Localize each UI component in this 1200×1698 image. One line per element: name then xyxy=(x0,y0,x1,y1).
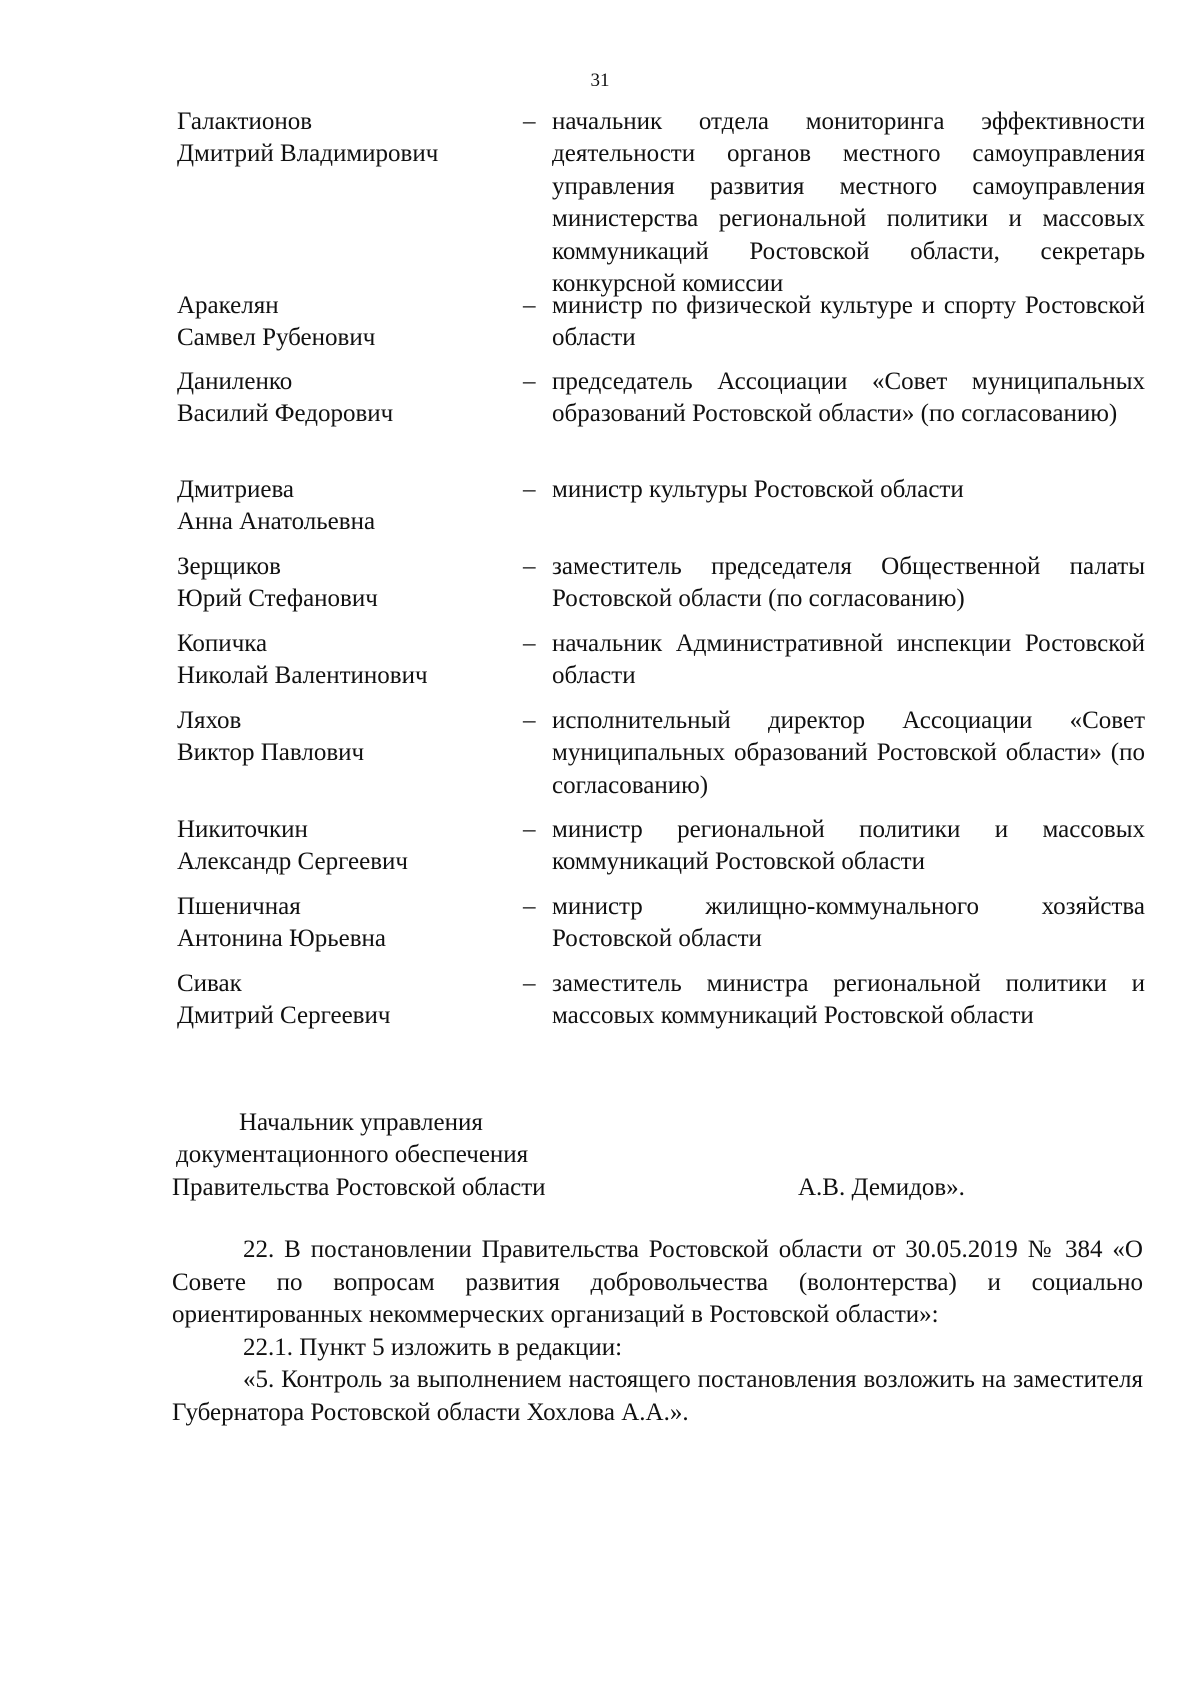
member-role: министр жилищно-коммунального хозяйства Ростовской области xyxy=(552,893,1145,953)
member-given-name: Александр Сергеевич xyxy=(177,848,408,876)
member-entry xyxy=(177,474,1145,551)
member-entry xyxy=(177,705,1145,814)
member-given-name: Антонина Юрьевна xyxy=(177,925,386,953)
signatory-position-line: Правительства Ростовской области xyxy=(172,1173,546,1201)
page-number: 31 xyxy=(590,70,610,91)
signature-block xyxy=(172,1107,1072,1204)
paragraph: 22.1. Пункт 5 изложить в редакции: xyxy=(243,1333,623,1361)
member-dash: – xyxy=(523,476,536,503)
member-surname: Галактионов xyxy=(177,108,313,135)
member-entry xyxy=(177,968,1145,1045)
member-dash: – xyxy=(523,707,536,734)
member-dash: – xyxy=(523,630,536,657)
member-surname: Дмитриева xyxy=(177,476,295,503)
member-role: министр по физической культуре и спорту Ростовской области xyxy=(552,292,1145,352)
member-entry xyxy=(177,366,1145,474)
member-given-name: Самвел Рубенович xyxy=(177,324,376,352)
member-role: заместитель председателя Общественной палаты Ростовской области (по согласованию) xyxy=(552,553,1145,613)
member-surname: Зерщиков xyxy=(177,553,281,580)
signatory-name: А.В. Демидов». xyxy=(798,1173,965,1201)
member-role: начальник Административной инспекции Ростовской области xyxy=(552,630,1145,690)
member-given-name: Дмитрий Сергеевич xyxy=(177,1002,391,1030)
member-entry xyxy=(177,106,1145,298)
member-entry xyxy=(177,290,1145,366)
member-given-name: Василий Федорович xyxy=(177,400,394,428)
member-surname: Аракелян xyxy=(177,292,279,319)
member-surname: Копичка xyxy=(177,630,268,657)
member-dash: – xyxy=(523,553,536,580)
paragraph: 22. В постановлении Правительства Ростовской области от 30.05.2019 № 384 «О Совете по вопросам развития добровольчества (волонтерства) и социально ориентированных некоммерческих организаций в Ростовской области»: xyxy=(172,1236,1143,1328)
member-given-name: Дмитрий Владимирович xyxy=(177,140,439,168)
signature-row xyxy=(172,1172,1072,1204)
member-dash: – xyxy=(523,368,536,395)
member-name xyxy=(177,891,517,956)
member-role: начальник отдела мониторинга эффективности деятельности органов местного самоуправления управления развития местного самоуправления министерства региональной политики и массовых коммуникаций Ростовской области, секретарь конкурсной комиссии xyxy=(552,108,1145,298)
member-dash: – xyxy=(523,970,536,997)
member-role: исполнительный директор Ассоциации «Совет муниципальных образований Ростовской области» (по согласованию) xyxy=(552,707,1145,799)
member-given-name: Юрий Стефанович xyxy=(177,585,378,613)
member-name xyxy=(177,474,517,539)
member-entry xyxy=(177,551,1145,628)
member-name xyxy=(177,366,517,431)
resolution-text xyxy=(172,1234,1143,1429)
member-entry xyxy=(177,628,1145,705)
member-given-name: Николай Валентинович xyxy=(177,662,428,690)
member-surname: Даниленко xyxy=(177,368,293,395)
member-role: министр культуры Ростовской области xyxy=(552,476,964,503)
member-surname: Сивак xyxy=(177,970,242,997)
signatory-position-line: документационного обеспечения xyxy=(176,1141,529,1169)
paragraph: «5. Контроль за выполнением настоящего постановления возложить на заместителя Губернатора Ростовской области Хохлова А.А.». xyxy=(172,1366,1143,1426)
member-dash: – xyxy=(523,292,536,319)
member-entry xyxy=(177,891,1145,968)
member-dash: – xyxy=(523,108,536,135)
member-entry xyxy=(177,814,1145,891)
member-name xyxy=(177,290,517,355)
member-name xyxy=(177,106,517,171)
member-role: заместитель министра региональной политики и массовых коммуникаций Ростовской области xyxy=(552,970,1145,1030)
member-name xyxy=(177,705,517,770)
member-surname: Ляхов xyxy=(177,707,242,734)
member-surname: Пшеничная xyxy=(177,893,301,920)
member-surname: Никиточкин xyxy=(177,816,308,843)
signatory-position-line: Начальник управления xyxy=(239,1109,483,1136)
member-dash: – xyxy=(523,816,536,843)
member-name xyxy=(177,968,517,1033)
member-given-name: Виктор Павлович xyxy=(177,739,365,767)
member-given-name: Анна Анатольевна xyxy=(177,508,376,536)
member-name xyxy=(177,814,517,879)
member-name xyxy=(177,551,517,616)
member-name xyxy=(177,628,517,693)
commission-roster xyxy=(177,106,1145,1045)
member-dash: – xyxy=(523,893,536,920)
member-role: министр региональной политики и массовых коммуникаций Ростовской области xyxy=(552,816,1145,876)
member-role: председатель Ассоциации «Совет муниципальных образований Ростовской области» (по согласованию) xyxy=(552,368,1145,428)
